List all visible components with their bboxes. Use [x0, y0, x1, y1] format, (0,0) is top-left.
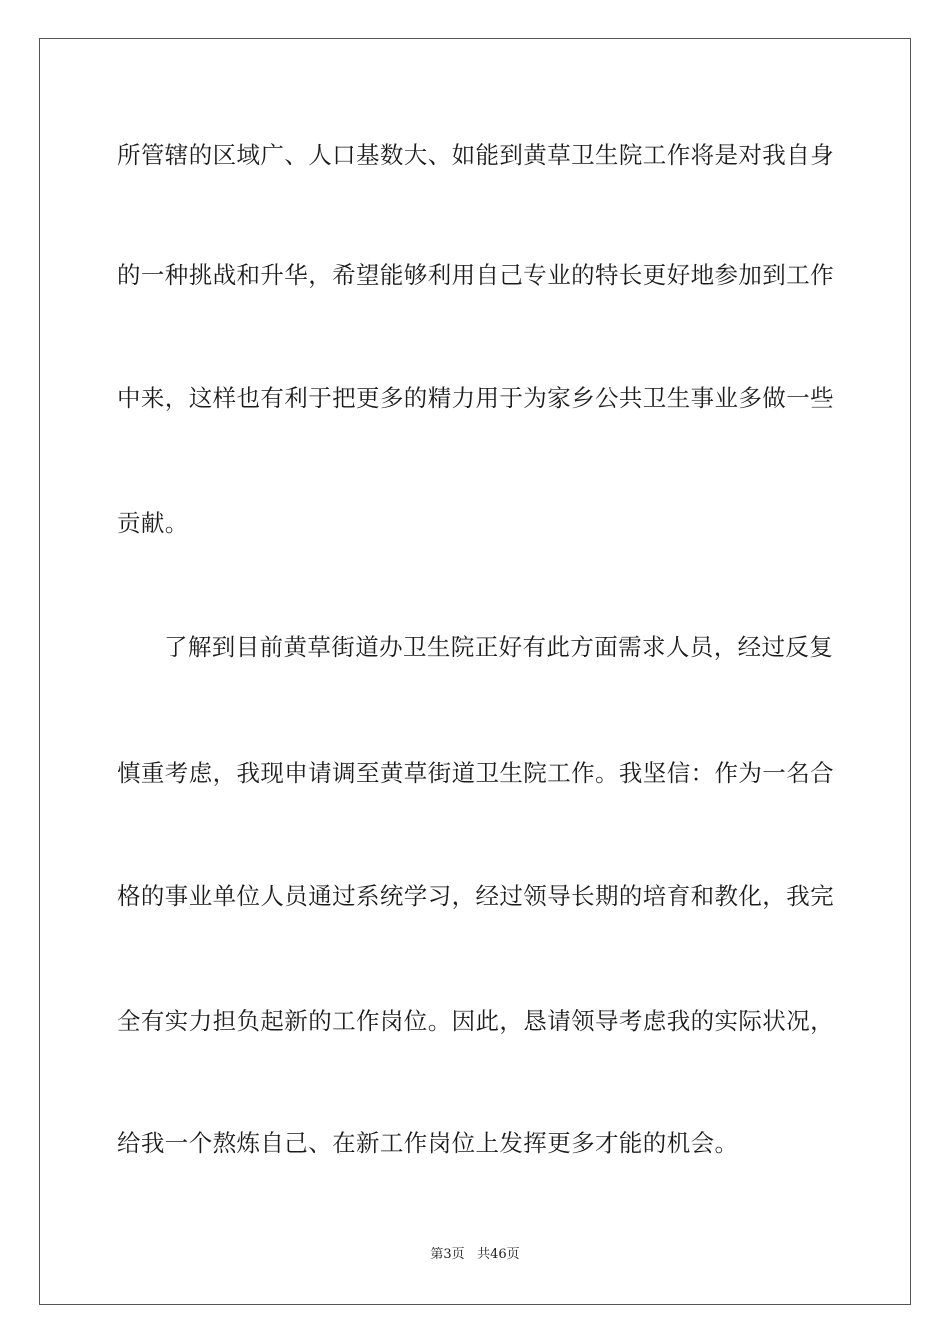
- body-line-4: 贡献。: [117, 509, 189, 537]
- body-line-9: 给我一个熬炼自己、在新工作岗位上发挥更多才能的机会。: [117, 1129, 739, 1157]
- body-line-5: 了解到目前黄草街道办卫生院正好有此方面需求人员，经过反复: [164, 633, 834, 661]
- body-line-7: 格的事业单位人员通过系统学习，经过领导长期的培育和教化，我完: [117, 882, 834, 910]
- body-line-2: 的一种挑战和升华，希望能够利用自己专业的特长更好地参加到工作: [117, 261, 834, 289]
- body-line-1: 所管辖的区域广、人口基数大、如能到黄草卫生院工作将是对我自身: [117, 141, 834, 169]
- page-number: 第3页: [430, 1247, 465, 1262]
- page-footer: [0, 1246, 950, 1264]
- body-line-8: 全有实力担负起新的工作岗位。因此，恳请领导考虑我的实际状况，: [117, 1007, 834, 1035]
- page-total: 共46页: [477, 1247, 520, 1262]
- body-line-3: 中来，这样也有利于把更多的精力用于为家乡公共卫生事业多做一些: [117, 384, 834, 412]
- body-line-6: 慎重考虑，我现申请调至黄草街道卫生院工作。我坚信：作为一名合: [117, 759, 834, 787]
- page-border: [39, 38, 911, 1305]
